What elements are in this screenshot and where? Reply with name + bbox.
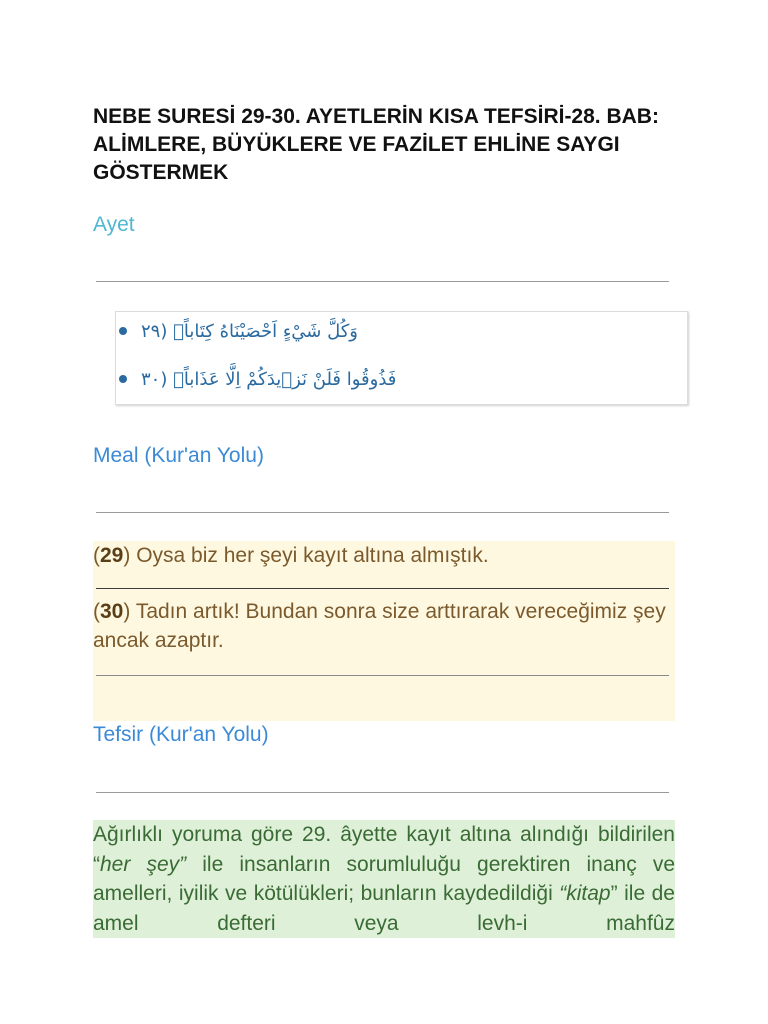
tefsir-heading: Tefsir (Kur'an Yolu) xyxy=(93,723,269,746)
divider xyxy=(96,792,669,793)
meal-heading: Meal (Kur'an Yolu) xyxy=(93,444,264,467)
page-title: NEBE SURESİ 29-30. AYETLERİN KISA TEFSİRİ-28. BAB: ALİMLERE, BÜYÜKLERE VE FAZİLET EHLİNE SAYGI GÖSTERMEK xyxy=(93,105,659,184)
emphasis: her şey” xyxy=(100,852,187,876)
divider xyxy=(96,588,669,589)
ayet-heading: Ayet xyxy=(93,213,135,236)
tefsir-box xyxy=(93,820,675,938)
meal-verse: (30) Tadın artık! Bundan sonra size arttırarak vereceğimiz şey ancak azaptır. xyxy=(93,600,666,652)
ayet-item xyxy=(116,364,396,394)
bullet-icon xyxy=(119,327,127,335)
ayet-text: فَذُوقُوا فَلَنْ نَز۪يدَكُمْ اِلَّا عَذَاباً۟ (٣٠ xyxy=(141,368,397,390)
divider xyxy=(96,675,669,676)
meal-box xyxy=(93,541,675,721)
meal-text: Tadın artık! Bundan sonra size arttırarak vereceğimiz şey ancak azaptır. xyxy=(93,600,666,652)
ayet-item xyxy=(116,316,358,346)
verse-number: 30 xyxy=(100,600,124,623)
meal-text: Oysa biz her şeyi kayıt altına almıştık. xyxy=(130,544,489,567)
divider xyxy=(96,281,669,282)
ayet-text: وَكُلَّ شَيْءٍ اَحْصَيْنَاهُ كِتَاباًۙ (٢٩ xyxy=(141,320,358,342)
meal-verse: (29) Oysa biz her şeyi kayıt altına almıştık. xyxy=(93,544,489,567)
ayet-box xyxy=(115,311,688,405)
tefsir-paragraph: Ağırlıklı yoruma göre 29. âyette kayıt altına alındığı bildirilen “her şey” ile insanların sorumluluğu gerektiren inanç ve amelleri, iyilik ve kötülükleri; bunların kaydedildiği “kitap” ile de amel defteri veya levh-i mahfûz xyxy=(93,823,676,935)
bullet-icon xyxy=(119,375,127,383)
emphasis: “kitap xyxy=(559,882,611,905)
divider xyxy=(96,512,669,513)
verse-number: 29 xyxy=(100,544,124,567)
